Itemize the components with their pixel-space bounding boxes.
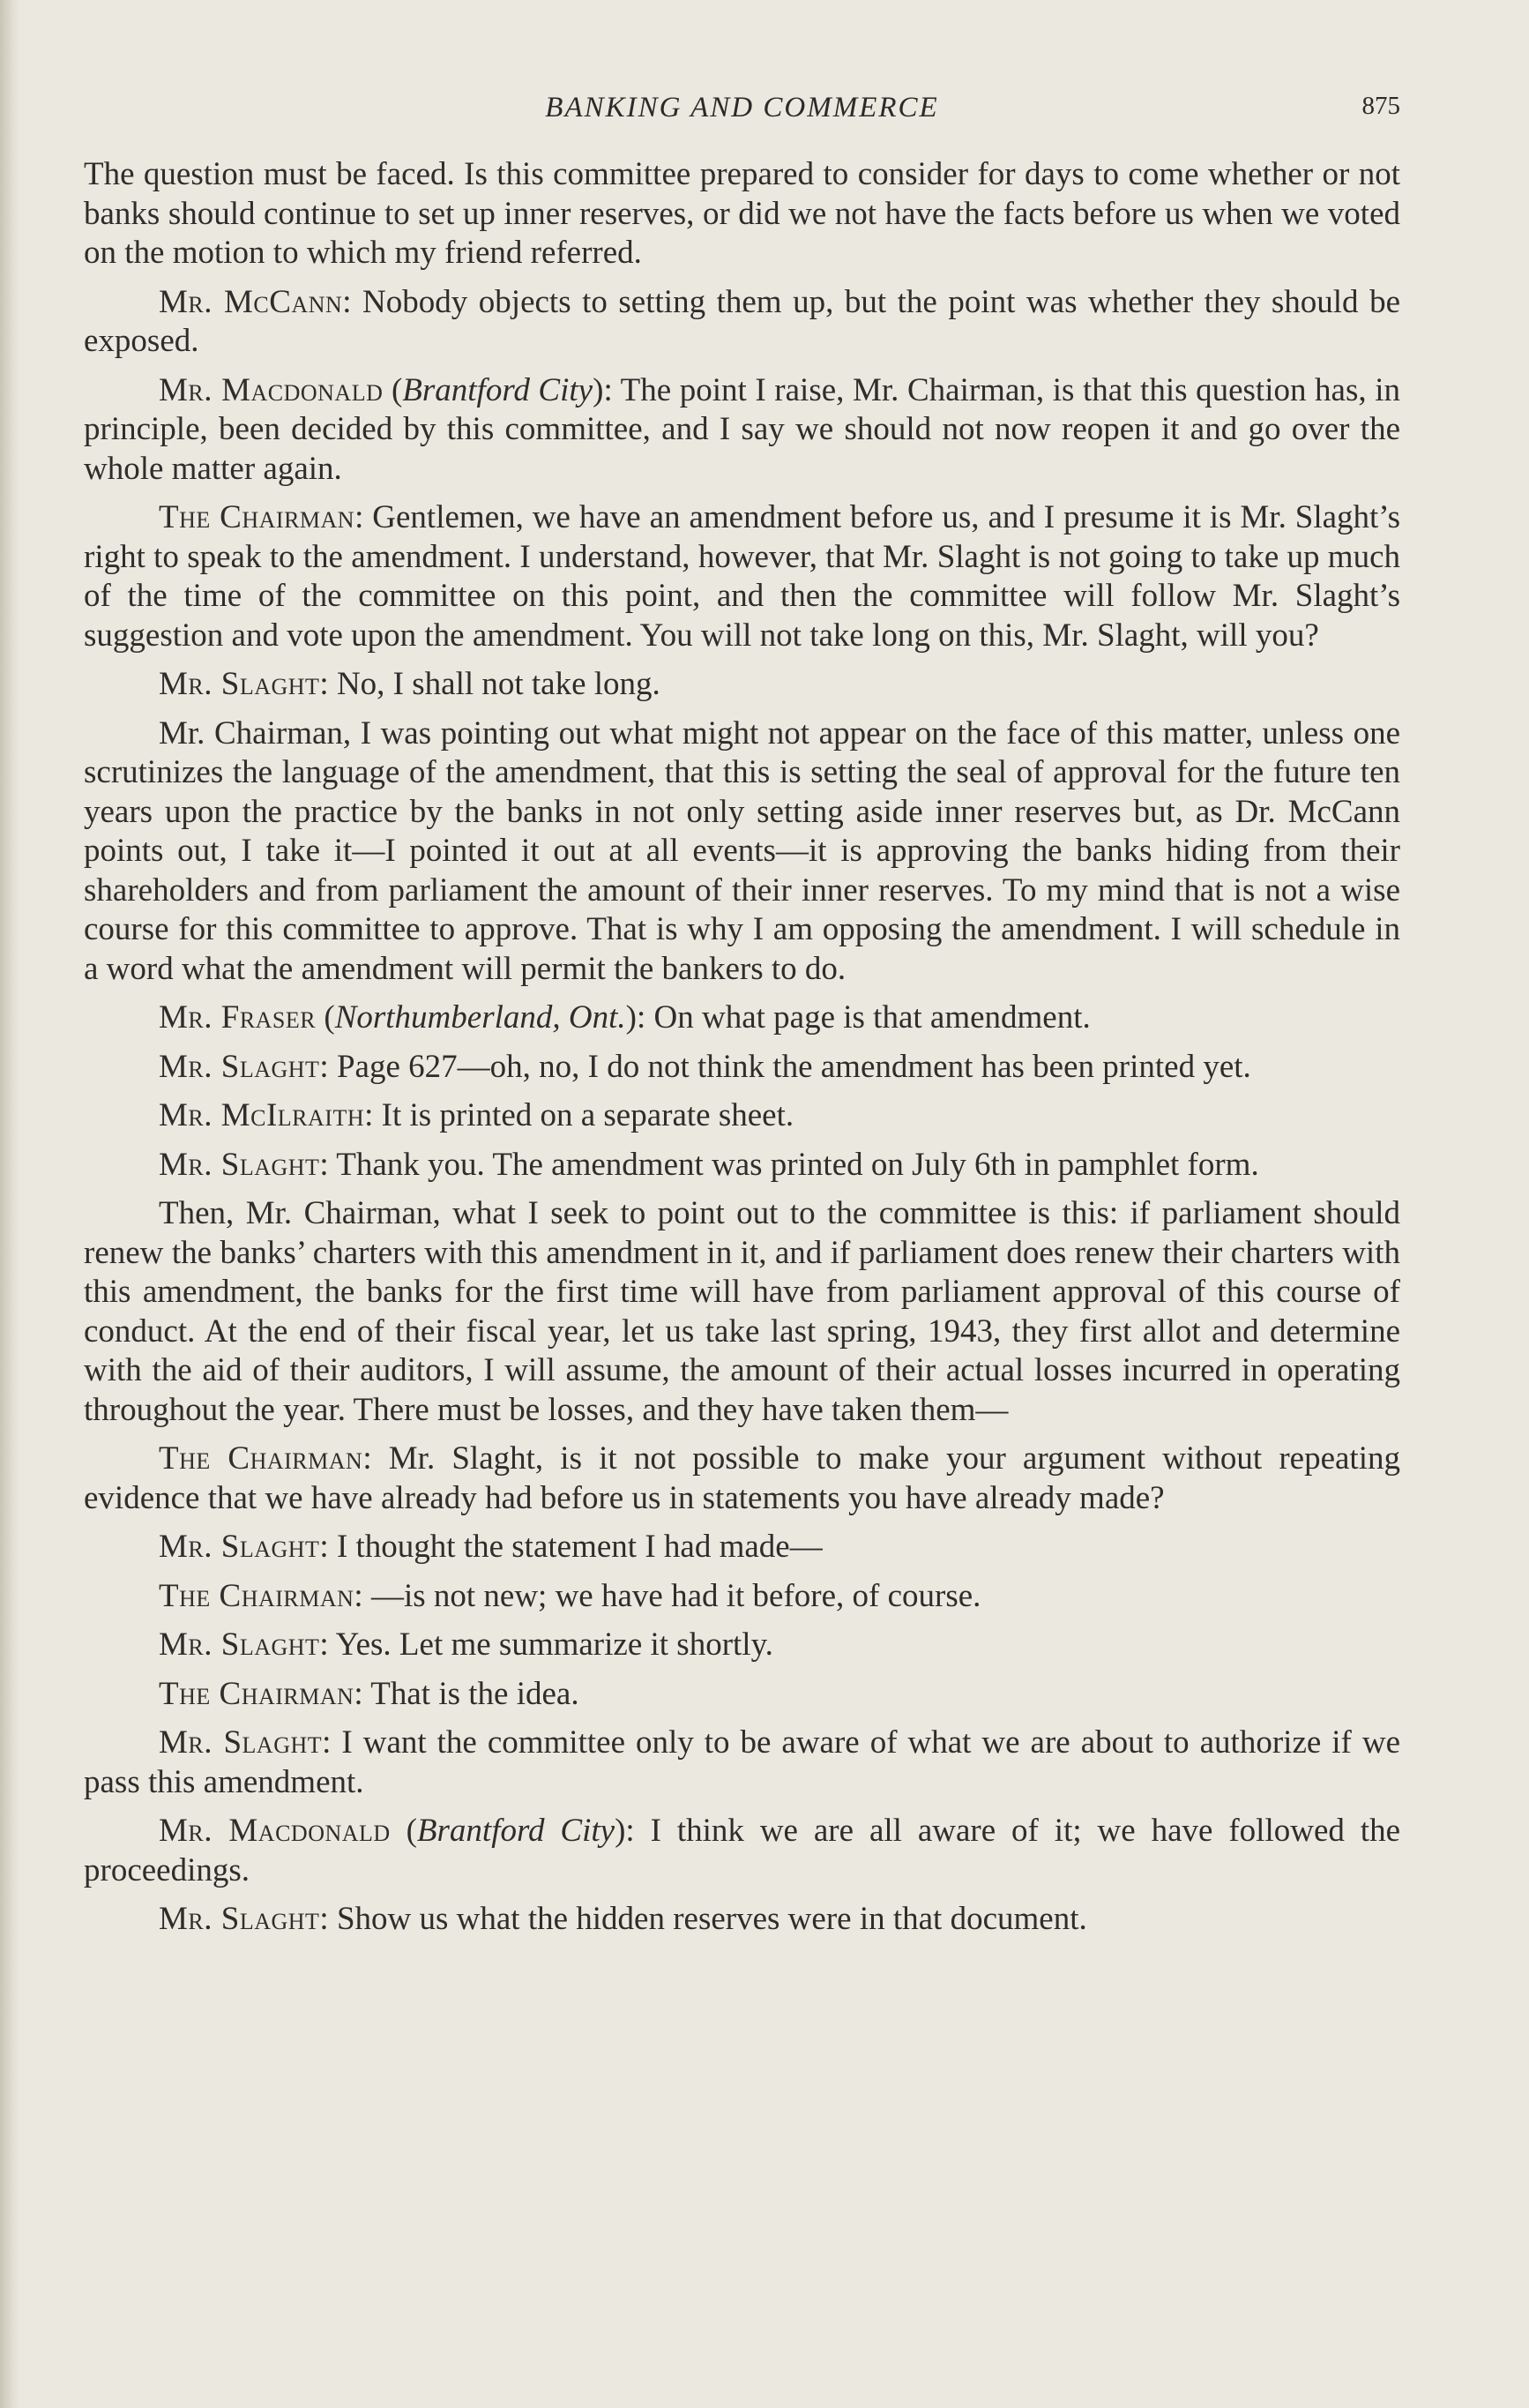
speaker-name: The Chairman <box>159 1577 354 1614</box>
paragraph: Mr. Macdonald (Brantford City): I think we are all aware of it; we have followed the proceedings. <box>84 1813 1400 1888</box>
page-number: 875 <box>1361 92 1400 120</box>
speaker-riding: Northumberland, Ont. <box>334 999 626 1036</box>
speaker-name: Mr. McCann <box>159 283 343 320</box>
speaker-name: Mr. Slaght <box>159 1529 320 1565</box>
paragraph <box>84 1675 1400 1715</box>
paragraph-text: The question must be faced. Is this committee prepared to consider for days to come whether or not banks should continue to set up inner reserves, or did we not have the facts before us when we voted on the motion to which my friend referred. <box>84 156 1400 271</box>
speaker-riding: Brantford City <box>402 371 593 408</box>
page-binding-shadow <box>0 0 19 2408</box>
paragraph <box>84 1626 1400 1665</box>
paragraph <box>84 1194 1400 1430</box>
speaker-name: The Chairman <box>159 1675 354 1712</box>
paragraph-text: : On what page is that amendment. <box>636 999 1091 1036</box>
paragraph-text: : Gentlemen, we have an amendment before us, and I presume it is Mr. Slaght’s right to speak to the amendment. I understand, however, that Mr. Slaght is not going to take up much of the time of the committee on this point, and then the committee will follow Mr. Slaght’s suggestion and vote upon the amendment. You will not take long on this, Mr. Slaght, will you? <box>84 499 1400 654</box>
paragraph-text: : I thought the statement I had made— <box>319 1529 823 1565</box>
speaker-riding: Brantford City <box>416 1813 615 1849</box>
paragraph <box>84 283 1400 362</box>
paragraph <box>84 1048 1400 1088</box>
paragraph <box>84 1900 1400 1940</box>
paragraph <box>84 1146 1400 1185</box>
speaker-name: Mr. Slaght <box>159 666 320 702</box>
transcript-body <box>84 155 1400 1949</box>
paragraph <box>84 714 1400 990</box>
paragraph-text: Mr. Chairman, I was pointing out what might not appear on the face of this matter, unless one scrutinizes the language of the amendment, that this is setting the seal of approval for the future ten years upon the practice by the banks in not only setting aside inner reserves but, as Dr. McCann points out, I take it—I pointed it out at all events—it is approving the banks hiding from their shareholders and from parliament the amount of their inner reserves. To my mind that is not a wise course for this committee to approve. That is why I am opposing the amendment. I will schedule in a word what the amendment will permit the bankers to do. <box>84 714 1400 987</box>
paragraph-text: : I want the committee only to be aware of what we are about to authorize if we pass this amendment. <box>84 1724 1400 1800</box>
speaker-name: Mr. Slaght <box>159 1146 320 1183</box>
speaker-name: Mr. Slaght <box>159 1724 323 1761</box>
paragraph: Mr. Macdonald (Brantford City): The point I raise, Mr. Chairman, is that this question has, in principle, been decided by this committee, and I say we should not now reopen it and go over the whole matter again. <box>84 371 1400 487</box>
paragraph-text: : Show us what the hidden reserves were in that document. <box>319 1901 1087 1937</box>
paragraph <box>84 665 1400 705</box>
speaker-name: Mr. Slaght <box>159 1048 320 1085</box>
paragraph-text: : It is printed on a separate sheet. <box>364 1097 794 1133</box>
paragraph <box>84 155 1400 273</box>
paragraph <box>84 1528 1400 1567</box>
speaker-name: Mr. McIlraith <box>159 1097 365 1133</box>
paragraph <box>84 1440 1400 1518</box>
paragraph-text: : Thank you. The amendment was printed on July 6th in pamphlet form. <box>319 1146 1259 1183</box>
speaker-name: Mr. Slaght <box>159 1901 320 1937</box>
paragraph-text: : Yes. Let me summarize it shortly. <box>319 1627 773 1663</box>
paragraph-text: : That is the idea. <box>354 1675 579 1712</box>
running-header <box>84 88 1400 132</box>
paragraph-text: : Mr. Slaght, is it not possible to make your argument without repeating evidence that we have already had before us in statements you have already made? <box>84 1440 1400 1516</box>
speaker-name: The Chairman <box>159 499 355 535</box>
paragraph-text: : The point I raise, Mr. Chairman, is that this question has, in principle, been decided by this committee, and I say we should not now reopen it and go over the whole matter again. <box>84 371 1400 487</box>
speaker-name: Mr. Macdonald <box>159 1813 391 1849</box>
paragraph-text: : Nobody objects to setting them up, but the point was whether they should be exposed. <box>84 283 1400 359</box>
speaker-name: Mr. Slaght <box>159 1627 320 1663</box>
paragraph-text: : No, I shall not take long. <box>319 666 660 702</box>
paragraph <box>84 1096 1400 1136</box>
paragraph: Mr. Fraser (Northumberland, Ont.): On what page is that amendment. <box>159 999 1091 1036</box>
speaker-name: Mr. Macdonald <box>159 371 384 408</box>
paragraph <box>84 1577 1400 1617</box>
paragraph <box>84 498 1400 655</box>
paragraph <box>84 1724 1400 1802</box>
speaker-name: The Chairman <box>159 1440 363 1477</box>
speaker-name: Mr. Fraser <box>159 999 317 1036</box>
paragraph-text: Then, Mr. Chairman, what I seek to point out to the committee is this: if parliament should renew the banks’ charters with this amendment in it, and if parliament does renew their charters with this amendment, the banks for the first time will have from parliament approval of this course of conduct. At the end of their fiscal year, let us take last spring, 1943, they first allot and determine with the aid of their auditors, I will assume, the amount of their actual losses incurred in operating throughout the year. There must be losses, and they have taken them— <box>84 1195 1400 1428</box>
paragraph-text: : —is not new; we have had it before, of course. <box>354 1577 981 1614</box>
paragraph-text: : Page 627—oh, no, I do not think the amendment has been printed yet. <box>319 1048 1251 1085</box>
running-title: BANKING AND COMMERCE <box>545 92 939 123</box>
paragraph-text: : I think we are all aware of it; we have followed the proceedings. <box>84 1813 1400 1888</box>
